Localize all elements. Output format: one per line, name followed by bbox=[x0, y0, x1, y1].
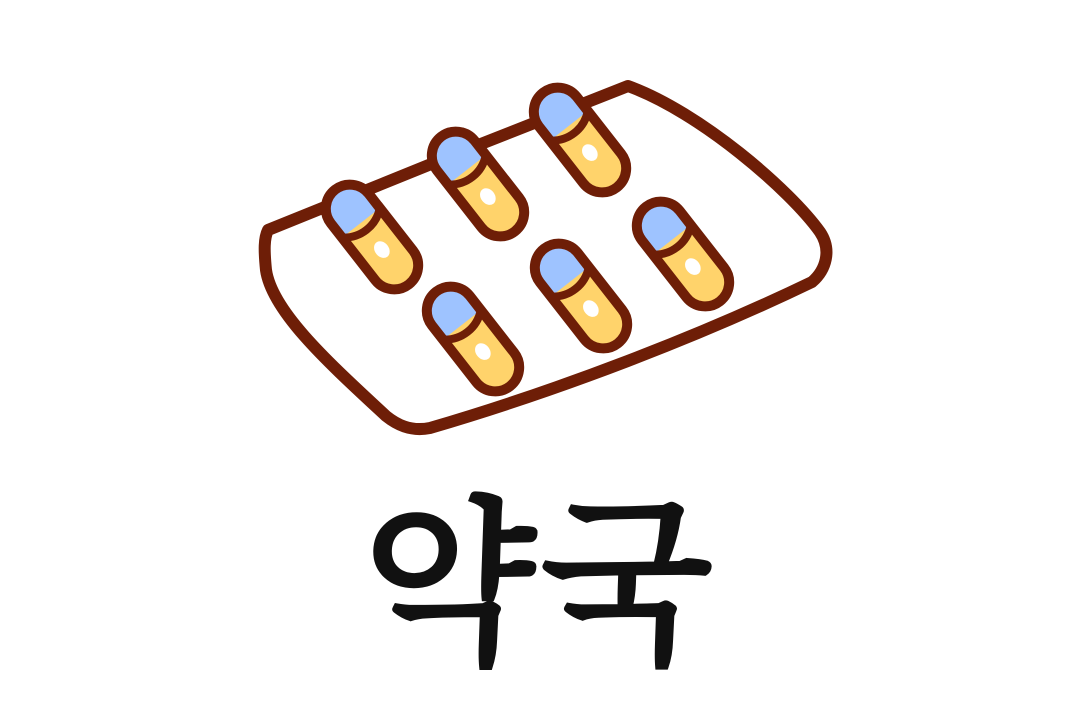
caption-text: 약국 bbox=[358, 481, 722, 688]
